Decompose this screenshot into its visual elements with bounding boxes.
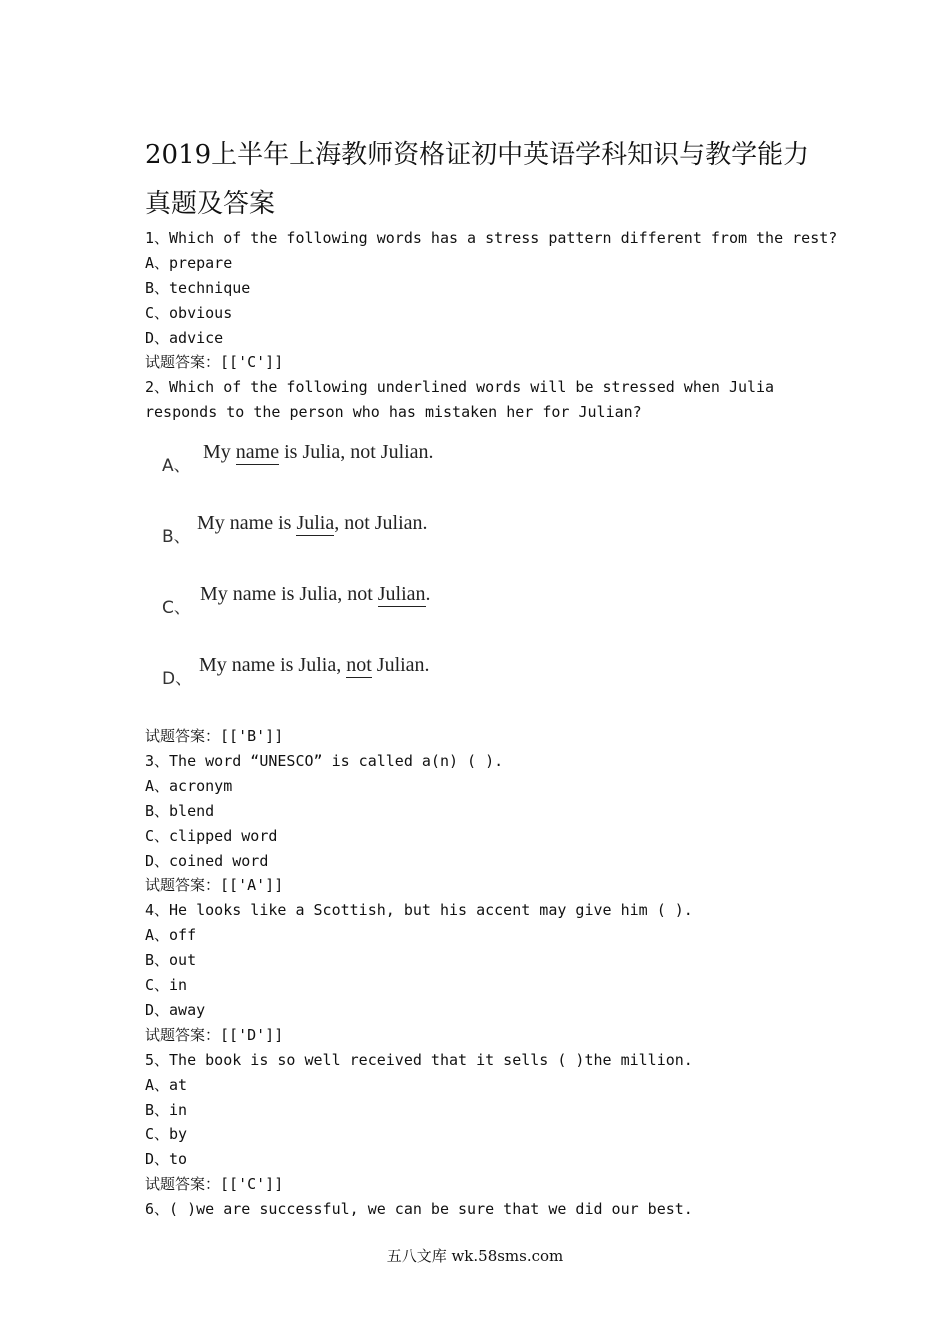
q2-option-b — [145, 511, 825, 582]
question-6: 6、( )we are successful, we can be sure that we did our best. — [145, 1200, 693, 1219]
question-list — [145, 226, 838, 1222]
q1-option-c: C、obvious — [145, 303, 233, 322]
q1-answer: 试题答案：[['C']] — [145, 353, 284, 372]
q5-answer: 试题答案：[['C']] — [145, 1175, 284, 1194]
q5-option-a: A、at — [145, 1075, 188, 1094]
q3-option-b: B、blend — [145, 801, 215, 820]
q2-option-c-sentence: My name is Julia, not Julian. — [200, 583, 431, 606]
q4-option-b: B、out — [145, 951, 197, 970]
q4-option-a: A、off — [145, 926, 197, 945]
q2-option-a-letter: A、 — [162, 456, 191, 477]
underlined-word: Julian — [377, 583, 426, 606]
q3-answer: 试题答案：[['A']] — [145, 876, 284, 895]
question-1: 1、Which of the following words has a stress pattern different from the rest? — [145, 229, 838, 247]
q5-option-d: D、to — [145, 1150, 188, 1169]
q3-option-c: C、clipped word — [145, 826, 278, 845]
q2-option-b-sentence: My name is Julia, not Julian. — [197, 512, 428, 535]
q2-option-d — [145, 653, 825, 724]
question-5: 5、The book is so well received that it sells ( )the million. — [145, 1050, 693, 1069]
q2-option-a-sentence: My name is Julia, not Julian. — [203, 441, 434, 464]
question-2: 2、Which of the following underlined words will be stressed when Julia responds to the person who has mistaken her for Julian? — [145, 378, 775, 422]
question-4: 4、He looks like a Scottish, but his accent may give him ( ). — [145, 901, 693, 920]
q4-option-d: D、away — [145, 1000, 206, 1019]
q1-option-a: A、prepare — [145, 253, 233, 272]
q2-option-c-letter: C、 — [162, 598, 191, 619]
underlined-word: name — [235, 441, 280, 464]
q3-option-a: A、acronym — [145, 776, 233, 795]
q2-option-d-letter: D、 — [162, 669, 193, 690]
q3-option-d: D、coined word — [145, 851, 269, 870]
q5-option-b: B、in — [145, 1100, 188, 1119]
q1-option-d: D、advice — [145, 328, 224, 347]
q2-option-d-sentence: My name is Julia, not Julian. — [199, 654, 430, 677]
document-title-line1: 2019上半年上海教师资格证初中英语学科知识与教学能力 — [145, 140, 810, 170]
q2-option-b-letter: B、 — [162, 527, 191, 548]
question-3: 3、The word “UNESCO” is called a(n) ( ). — [145, 752, 504, 771]
q2-option-a — [145, 440, 825, 511]
q1-option-b: B、technique — [145, 278, 251, 297]
q4-answer: 试题答案：[['D']] — [145, 1025, 284, 1044]
document-title-line2: 真题及答案 — [145, 189, 276, 219]
underlined-word: Julia — [296, 512, 335, 535]
q2-option-c — [145, 582, 825, 653]
page-footer: 五八文库 wk.58sms.com — [386, 1247, 564, 1265]
q4-option-c: C、in — [145, 976, 188, 995]
q2-answer: 试题答案：[['B']] — [145, 727, 284, 746]
q5-option-c: C、by — [145, 1125, 188, 1144]
underlined-word: not — [346, 654, 372, 677]
